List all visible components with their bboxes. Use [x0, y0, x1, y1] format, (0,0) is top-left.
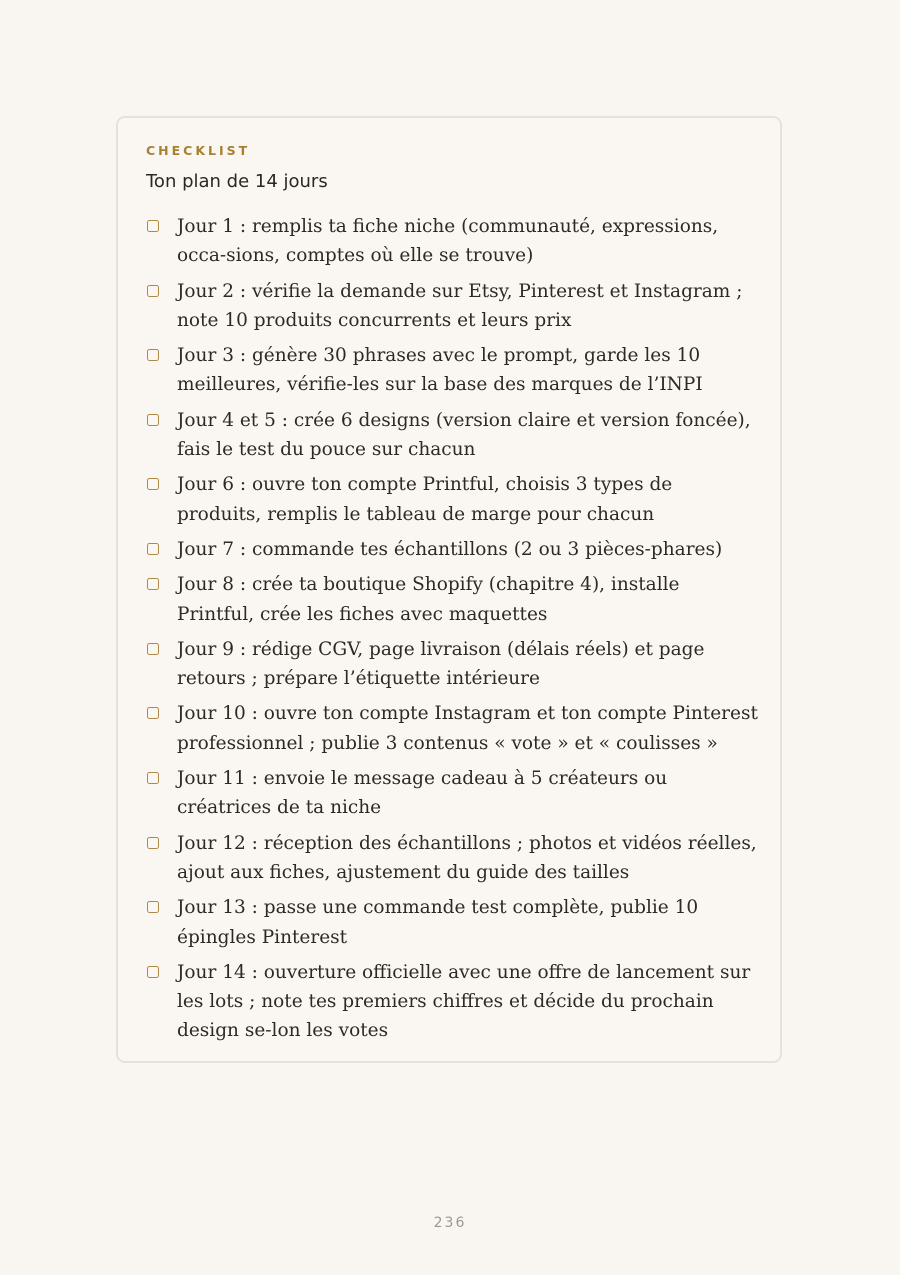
checkbox-icon[interactable]: [147, 414, 159, 426]
checklist-items: [146, 212, 758, 1052]
checklist-item: [146, 470, 758, 529]
checklist-item: [146, 535, 758, 564]
checklist-title: Ton plan de 14 jours: [146, 171, 328, 192]
checklist-item-text: Jour 4 et 5 : crée 6 designs (version claire et version foncée), fais le test du pouce sur chacun: [177, 409, 751, 461]
checklist-item: [146, 635, 758, 694]
checkbox-icon[interactable]: [147, 901, 159, 913]
checkbox-icon[interactable]: [147, 543, 159, 555]
checklist-item-text: Jour 13 : passe une commande test complète, publie 10 épingles Pinterest: [177, 897, 699, 948]
checklist-item: [146, 829, 758, 888]
checklist-item-text: Jour 3 : génère 30 phrases avec le prompt, garde les 10 meilleures, vérifie-les sur la base des marques de l’INPI: [177, 345, 703, 396]
checklist-item-text: Jour 11 : envoie le message cadeau à 5 créateurs ou créatrices de ta niche: [177, 768, 668, 819]
checklist-label: CHECKLIST: [146, 143, 251, 158]
checklist-item-text: Jour 12 : réception des échantillons ; photos et vidéos réelles, ajout aux fiches, ajustement du guide des tailles: [177, 832, 757, 883]
checklist-item-text: Jour 6 : ouvre ton compte Printful, choisis 3 types de produits, remplis le tableau de marge pour chacun: [177, 474, 673, 525]
checklist-item: [146, 277, 758, 336]
checklist-item-text: Jour 14 : ouverture officielle avec une offre de lancement sur les lots ; note tes premiers chiffres et décide du prochain design se-lon les votes: [177, 961, 751, 1042]
checklist-item: [146, 764, 758, 823]
checkbox-icon[interactable]: [147, 285, 159, 297]
checklist-item-text: Jour 1 : remplis ta fiche niche (communauté, expressions, occa-sions, comptes où elle se trouve): [177, 216, 719, 267]
checklist-item: [146, 212, 758, 271]
checkbox-icon[interactable]: [147, 966, 159, 978]
checklist-item: [146, 893, 758, 952]
checkbox-icon[interactable]: [147, 578, 159, 590]
checklist-item: [146, 699, 758, 758]
checkbox-icon[interactable]: [147, 837, 159, 849]
checkbox-icon[interactable]: [147, 220, 159, 232]
checklist-card: [116, 116, 782, 1063]
checkbox-icon[interactable]: [147, 707, 159, 719]
checklist-item-text: Jour 8 : crée ta boutique Shopify (chapitre 4), installe Printful, crée les fiches avec maquettes: [177, 574, 680, 625]
checklist-item-text: Jour 10 : ouvre ton compte Instagram et ton compte Pinterest professionnel ; publie 3 contenus « vote » et « coulisses »: [177, 703, 758, 754]
checklist-item-text: Jour 2 : vérifie la demande sur Etsy, Pinterest et Instagram ; note 10 produits concurrents et leurs prix: [177, 280, 743, 331]
checklist-item-text: Jour 9 : rédige CGV, page livraison (délais réels) et page retours ; prépare l’étiquette intérieure: [177, 638, 705, 690]
checkbox-icon[interactable]: [147, 772, 159, 784]
checklist-item: [146, 570, 758, 629]
checkbox-icon[interactable]: [147, 643, 159, 655]
checkbox-icon[interactable]: [147, 349, 159, 361]
checklist-item: [146, 406, 758, 465]
checklist-item: [146, 341, 758, 400]
checklist-item: [146, 958, 758, 1046]
checkbox-icon[interactable]: [147, 478, 159, 490]
checklist-item-text: Jour 7 : commande tes échantillons (2 ou 3 pièces-phares): [177, 538, 723, 560]
page-number: 236: [433, 1215, 467, 1231]
